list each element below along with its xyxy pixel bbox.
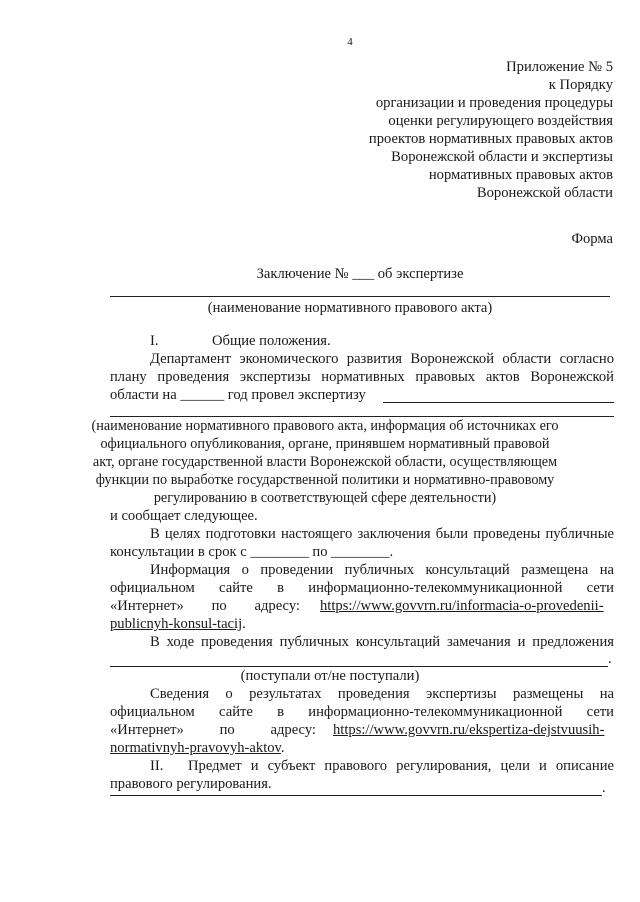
section2-blank-rule	[110, 795, 602, 796]
appendix-line-6: Воронежской области и экспертизы	[391, 149, 613, 165]
act-blank-rule-2	[110, 416, 614, 417]
section1-number: I.	[150, 333, 159, 349]
appendix-line-8: Воронежской области	[476, 185, 613, 201]
appendix-line-4: оценки регулирующего воздействия	[388, 113, 613, 129]
reports-line: и сообщает следующее.	[110, 508, 258, 524]
section1-p4-line1: В ходе проведения публичных консультаций замечания и предложения	[150, 634, 614, 650]
section1-p1-line2: плану проведения экспертизы нормативных правовых актов Воронежской	[110, 369, 614, 385]
section1-p2-line1: В целях подготовки настоящего заключения были проведены публичные	[150, 526, 614, 542]
section2-heading: Предмет и субъект правового регулирования, цели и описание	[188, 758, 614, 774]
act-caption-line1: (наименование нормативного правового акта, информация об источниках его	[91, 418, 559, 434]
consultation-info-link-period: .	[242, 616, 246, 632]
expertise-results-link-part2[interactable]: normativnyh-pravovyh-aktov	[110, 740, 281, 756]
act-blank-rule-1	[383, 402, 614, 403]
page-number: 4	[347, 36, 353, 48]
act-caption-line3: акт, органе государственной власти Воронежской области, осуществляющем	[92, 454, 558, 470]
section1-p3-line1: Информация о проведении публичных консультаций размещена на	[150, 562, 614, 578]
remarks-blank-rule	[110, 666, 608, 667]
act-caption-line5: регулированию в соответствующей сфере деятельности)	[153, 490, 497, 506]
act-caption-line2: официального опубликования, органе, принявшем нормативный правовой	[100, 436, 550, 452]
section1-p5-line1: Сведения о результатах проведения экспертизы размещены на	[150, 686, 614, 702]
remarks-dot: .	[608, 651, 612, 667]
section1-p1-line3: области на ______ год провел экспертизу	[110, 387, 366, 403]
section1-heading: Общие положения.	[212, 333, 331, 349]
received-caption: (поступали от/не поступали)	[240, 668, 420, 684]
section1-p5-line3-lead: «Интернет» по адресу:	[110, 722, 316, 738]
section2-number: II.	[150, 758, 164, 774]
act-caption-line4: функции по выработке государственной политики и нормативно-правовому	[95, 472, 555, 488]
act-name-rule	[110, 296, 610, 297]
section1-p1-line1: Департамент экономического развития Воронежской области согласно	[150, 351, 614, 367]
section1-p3-line2: официальном сайте в информационно-телекоммуникационной сети	[110, 580, 614, 596]
section1-p5-line2: официальном сайте в информационно-телекоммуникационной сети	[110, 704, 614, 720]
appendix-line-3: организации и проведения процедуры	[375, 95, 613, 111]
section2-dot: .	[602, 780, 606, 796]
section2-line2: правового регулирования.	[110, 776, 272, 792]
consultation-info-link-part1[interactable]: https://www.govvrn.ru/informacia-o-provedenii-	[320, 598, 604, 614]
act-name-caption: (наименование нормативного правового акта)	[207, 300, 493, 316]
expertise-results-link-period: .	[280, 740, 285, 756]
section1-p3-line3-lead: «Интернет» по адресу:	[110, 598, 300, 614]
consultation-info-link-part2[interactable]: publicnyh-konsul-tacij	[110, 616, 243, 632]
expertise-results-link-part1[interactable]: https://www.govvrn.ru/ekspertiza-dejstvuusih-	[333, 722, 605, 738]
appendix-line-2: к Порядку	[548, 77, 613, 93]
form-label: Форма	[571, 231, 613, 247]
appendix-line-1: Приложение № 5	[506, 59, 613, 75]
section1-p2-line2: консультации в срок с ________ по ________.	[110, 544, 394, 560]
conclusion-title: Заключение № ___ об экспертизе	[256, 266, 464, 282]
appendix-line-7: нормативных правовых актов	[428, 167, 613, 183]
appendix-line-5: проектов нормативных правовых актов	[368, 131, 613, 147]
